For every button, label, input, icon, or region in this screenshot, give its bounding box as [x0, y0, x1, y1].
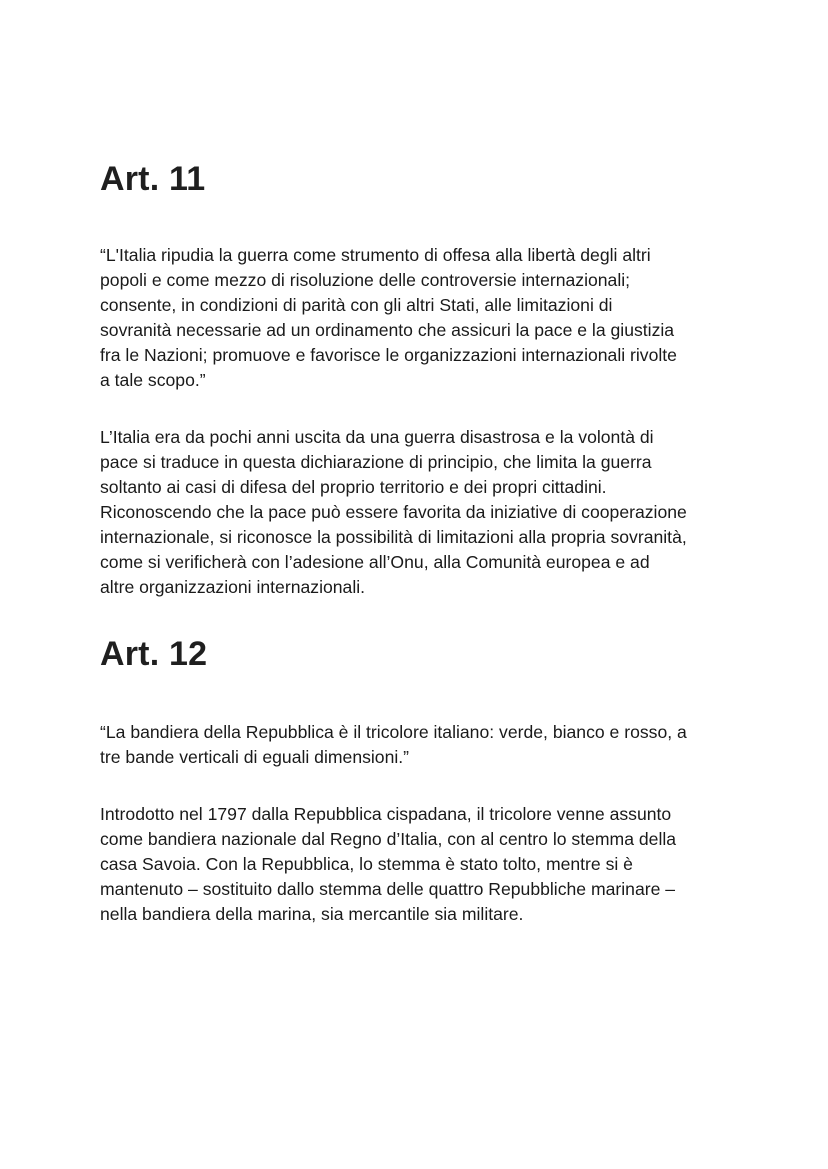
text-line: Riconoscendo che la pace può essere favorita da iniziative di cooperazione	[100, 502, 687, 522]
article-12-heading: Art. 12	[100, 635, 208, 673]
text-line: sovranità necessarie ad un ordinamento che assicuri la pace e la giustizia	[100, 320, 675, 340]
article-12-quote	[100, 720, 740, 770]
text-line: fra le Nazioni; promuove e favorisce le organizzazioni internazionali rivolte	[100, 345, 677, 365]
text-line: “L'Italia ripudia la guerra come strumento di offesa alla libertà degli altri	[100, 245, 651, 265]
text-line: popoli e come mezzo di risoluzione delle controversie internazionali;	[100, 270, 631, 290]
text-line: L’Italia era da pochi anni uscita da una guerra disastrosa e la volontà di	[100, 427, 654, 447]
text-line: internazionale, si riconosce la possibilità di limitazioni alla propria sovranità,	[100, 527, 687, 547]
text-line: soltanto ai casi di difesa del proprio territorio e dei propri cittadini.	[100, 477, 607, 497]
text-line: pace si traduce in questa dichiarazione di principio, che limita la guerra	[100, 452, 652, 472]
text-line: casa Savoia. Con la Repubblica, lo stemma è stato tolto, mentre si è	[100, 854, 633, 874]
text-line: Introdotto nel 1797 dalla Repubblica cispadana, il tricolore venne assunto	[100, 804, 672, 824]
text-line: consente, in condizioni di parità con gli altri Stati, alle limitazioni di	[100, 295, 613, 315]
text-line: “La bandiera della Repubblica è il tricolore italiano: verde, bianco e rosso, a	[100, 722, 687, 742]
article-11-quote	[100, 243, 740, 393]
text-line: mantenuto – sostituito dallo stemma delle quattro Repubbliche marinare –	[100, 879, 676, 899]
article-12-commentary	[100, 802, 740, 927]
article-11-heading: Art. 11	[100, 160, 206, 198]
text-line: nella bandiera della marina, sia mercantile sia militare.	[100, 904, 524, 924]
text-line: a tale scopo.”	[100, 370, 206, 390]
text-line: tre bande verticali di eguali dimensioni.”	[100, 747, 410, 767]
text-line: come si verificherà con l’adesione all’Onu, alla Comunità europea e ad	[100, 552, 650, 572]
article-11-commentary	[100, 425, 740, 600]
text-line: altre organizzazioni internazionali.	[100, 577, 366, 597]
text-line: come bandiera nazionale dal Regno d’Italia, con al centro lo stemma della	[100, 829, 677, 849]
